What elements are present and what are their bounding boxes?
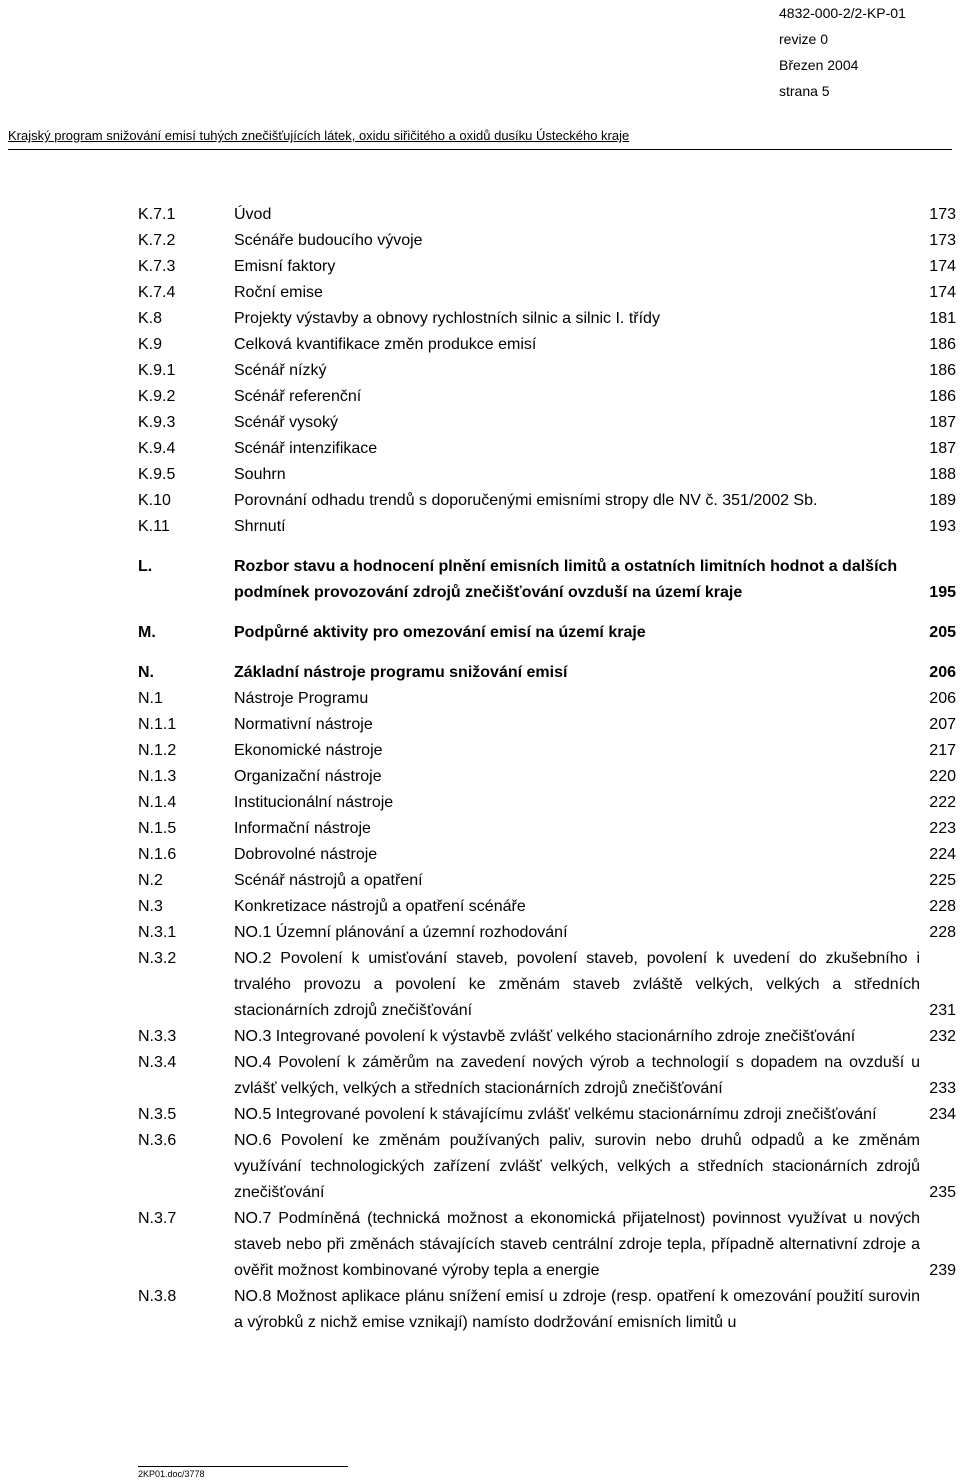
toc-entry-page: 223 (929, 820, 956, 837)
toc-entry-page: 174 (929, 258, 956, 275)
toc-entry[interactable] (138, 254, 960, 280)
toc-entry-page: 187 (929, 414, 956, 431)
toc-entry-page: 228 (929, 898, 956, 915)
toc-entry-page: 189 (929, 492, 956, 509)
toc-entry-page: 225 (929, 872, 956, 889)
toc-entry[interactable] (138, 946, 960, 1024)
toc-entry[interactable] (138, 306, 960, 332)
toc-entry-page: 173 (929, 232, 956, 249)
toc-entry-number: K.9.5 (138, 466, 176, 483)
toc-entry-title: NO.5 Integrované povolení k stávajícímu zvlášť velkému stacionárnímu zdroji znečišťování (234, 1106, 877, 1123)
toc-entry-number: K.9.2 (138, 388, 176, 405)
toc-entry[interactable] (138, 358, 960, 384)
header-divider (8, 149, 952, 150)
toc-entry-page: 205 (929, 624, 956, 641)
toc-entry-number: N.3.2 (138, 950, 177, 967)
toc-entry-title: Scénář referenční (234, 388, 362, 405)
toc-entry[interactable] (138, 1050, 960, 1102)
toc-entry[interactable] (138, 436, 960, 462)
toc-entry[interactable] (138, 410, 960, 436)
doc-number: 4832-000-2/2-KP-01 (779, 5, 906, 21)
toc-entry-title: Scénář nízký (234, 362, 327, 379)
toc-entry-title: Organizační nástroje (234, 768, 382, 785)
toc-entry-title: NO.4 Povolení k záměrům na zavedení nových výrob a technologií s dopadem na ovzduší u zvlášť velkých, velkých a středních stacionárních zdrojů znečišťování (234, 1054, 920, 1097)
toc-entry[interactable] (138, 894, 960, 920)
toc-entry-number: N.1 (138, 690, 163, 707)
toc-entry-page: 193 (929, 518, 956, 535)
toc-entry[interactable] (138, 816, 960, 842)
toc-entry-page: 233 (929, 1080, 956, 1097)
page-number: strana 5 (779, 83, 830, 99)
toc-entry-title: Shrnutí (234, 518, 286, 535)
toc-entry-title: Institucionální nástroje (234, 794, 394, 811)
toc-entry-title: Dobrovolné nástroje (234, 846, 378, 863)
toc-entry-number: N.3.8 (138, 1288, 177, 1305)
toc-entry[interactable] (138, 202, 960, 228)
toc-entry-number: N.1.4 (138, 794, 177, 811)
toc-entry[interactable] (138, 1024, 960, 1050)
toc-entry-number: K.10 (138, 492, 171, 509)
footer-filename: 2KP01.doc/3778 (138, 1469, 205, 1479)
toc-entry-title: Porovnání odhadu trendů s doporučenými emisními stropy dle NV č. 351/2002 Sb. (234, 492, 818, 509)
toc-entry-title: Scénáře budoucího vývoje (234, 232, 423, 249)
toc-entry[interactable] (138, 554, 960, 606)
toc-entry-title: NO.7 Podmíněná (technická možnost a ekonomická přijatelnost) povinnost využívat u nových staveb nebo při změnách stávajících staveb centrální zdroje tepla, případně alternativní zdroje a ověřit možnost kombinované výroby tepla a energie (234, 1210, 920, 1279)
toc-entry-page: 217 (929, 742, 956, 759)
document-title: Krajský program snižování emisí tuhých znečišťujících látek, oxidu siřičitého a oxidů dusíku Ústeckého kraje (8, 128, 630, 143)
toc-entry-page: 186 (929, 388, 956, 405)
toc-entry-number: K.9.3 (138, 414, 176, 431)
toc-entry-title: Normativní nástroje (234, 716, 373, 733)
toc-entry-title: Ekonomické nástroje (234, 742, 383, 759)
toc-entry-page: 239 (929, 1262, 956, 1279)
toc-entry-title: Scénář nástrojů a opatření (234, 872, 423, 889)
toc-entry-number: N. (138, 664, 154, 681)
toc-entry-title: Roční emise (234, 284, 323, 301)
toc-entry-page: 186 (929, 336, 956, 353)
toc-entry-page: 195 (929, 584, 956, 601)
toc-entry-title: Základní nástroje programu snižování emisí (234, 664, 568, 681)
toc-entry-number: K.9 (138, 336, 163, 353)
toc-entry-number: N.3.5 (138, 1106, 177, 1123)
toc-entry[interactable] (138, 842, 960, 868)
toc-entry-number: N.3.4 (138, 1054, 177, 1071)
toc-entry-title: NO.8 Možnost aplikace plánu snížení emisí u zdroje (resp. opatření k omezování použití surovin a výrobků z nichž emise vznikají) namísto dodržování emisních limitů u (234, 1288, 920, 1331)
toc-entry[interactable] (138, 686, 960, 712)
toc-entry-page: 231 (929, 1002, 956, 1019)
toc-entry-page: 188 (929, 466, 956, 483)
toc-entry-number: L. (138, 558, 153, 575)
toc-entry-title: Podpůrné aktivity pro omezování emisí na území kraje (234, 624, 646, 641)
toc-entry-number: N.3.3 (138, 1028, 177, 1045)
toc-entry-title: NO.3 Integrované povolení k výstavbě zvlášť velkého stacionárního zdroje znečišťování (234, 1028, 856, 1045)
toc-entry-page: 222 (929, 794, 956, 811)
toc-entry-number: N.3.6 (138, 1132, 177, 1149)
toc-entry-page: 174 (929, 284, 956, 301)
toc-entry-page: 181 (929, 310, 956, 327)
toc-entry[interactable] (138, 228, 960, 254)
toc-entry-number: N.3 (138, 898, 163, 915)
toc-entry[interactable] (138, 462, 960, 488)
toc-entry-title: NO.6 Povolení ke změnám používaných paliv, surovin nebo druhů odpadů a ke změnám využívání technologických zařízení zvlášť velkých, velkých a středních stacionárních zdrojů znečišťování (234, 1132, 920, 1201)
toc-entry[interactable] (138, 514, 960, 540)
toc-entry[interactable] (138, 920, 960, 946)
toc-entry-number: K.9.4 (138, 440, 176, 457)
toc-entry-page: 228 (929, 924, 956, 941)
toc-entry-title: Scénář vysoký (234, 414, 339, 431)
toc-entry[interactable] (138, 1206, 960, 1284)
toc-entry-number: N.2 (138, 872, 163, 889)
toc-entry-title: Rozbor stavu a hodnocení plnění emisních limitů a ostatních limitních hodnot a dalších podmínek provozování zdrojů znečišťování ovzduší na území kraje (234, 558, 898, 601)
toc-entry[interactable] (138, 660, 960, 686)
toc-entry-page: 224 (929, 846, 956, 863)
toc-entry-page: 173 (929, 206, 956, 223)
toc-entry-page: 206 (929, 690, 956, 707)
toc-entry-page: 235 (929, 1184, 956, 1201)
toc-entry[interactable] (138, 280, 960, 306)
toc-entry-number: N.1.6 (138, 846, 177, 863)
toc-entry-title: Celková kvantifikace změn produkce emisí (234, 336, 537, 353)
toc-entry[interactable] (138, 868, 960, 894)
toc-entry-page: 220 (929, 768, 956, 785)
toc-entry-page: 207 (929, 716, 956, 733)
toc-entry-number: N.3.1 (138, 924, 177, 941)
toc-entry-title: Emisní faktory (234, 258, 336, 275)
toc-entry[interactable] (138, 738, 960, 764)
toc-entry-number: K.7.1 (138, 206, 176, 223)
table-of-contents (138, 202, 960, 1336)
toc-entry-title: NO.2 Povolení k umisťování staveb, povolení staveb, povolení k uvedení do zkušebního i trvalého provozu a povolení ke změnám staveb zvláště velkých, velkých a středních stacionárních zdrojů znečišťování (234, 950, 920, 1019)
toc-entry[interactable] (138, 764, 960, 790)
toc-entry[interactable] (138, 1284, 960, 1336)
toc-entry-page: 234 (929, 1106, 956, 1123)
toc-entry[interactable] (138, 332, 960, 358)
toc-entry[interactable] (138, 620, 960, 646)
toc-entry-page: 232 (929, 1028, 956, 1045)
toc-entry-number: K.7.3 (138, 258, 176, 275)
toc-entry-number: K.7.2 (138, 232, 176, 249)
toc-entry[interactable] (138, 1128, 960, 1206)
date: Březen 2004 (779, 57, 859, 73)
toc-entry-title: Souhrn (234, 466, 286, 483)
toc-entry-page: 187 (929, 440, 956, 457)
toc-entry[interactable] (138, 790, 960, 816)
footer-divider (138, 1466, 348, 1467)
toc-entry-title: Projekty výstavby a obnovy rychlostních silnic a silnic I. třídy (234, 310, 660, 327)
toc-entry-title: NO.1 Územní plánování a územní rozhodování (234, 924, 568, 941)
toc-entry-number: N.3.7 (138, 1210, 177, 1227)
toc-entry-number: N.1.3 (138, 768, 177, 785)
toc-entry-title: Scénář intenzifikace (234, 440, 378, 457)
toc-entry-page: 206 (929, 664, 956, 681)
toc-entry-number: K.8 (138, 310, 163, 327)
toc-entry[interactable] (138, 488, 960, 514)
toc-entry-number: N.1.1 (138, 716, 177, 733)
toc-entry-number: N.1.5 (138, 820, 177, 837)
revision: revize 0 (779, 31, 829, 47)
toc-entry-title: Úvod (234, 206, 272, 223)
toc-entry[interactable] (138, 1102, 960, 1128)
toc-entry-number: N.1.2 (138, 742, 177, 759)
toc-entry-title: Konkretizace nástrojů a opatření scénáře (234, 898, 526, 915)
toc-entry-number: K.7.4 (138, 284, 176, 301)
toc-entry[interactable] (138, 712, 960, 738)
toc-entry-number: M. (138, 624, 156, 641)
toc-entry-page: 186 (929, 362, 956, 379)
toc-entry-number: K.9.1 (138, 362, 176, 379)
header-meta (779, 0, 906, 104)
toc-entry-title: Nástroje Programu (234, 690, 369, 707)
toc-entry[interactable] (138, 384, 960, 410)
toc-entry-number: K.11 (138, 518, 170, 535)
toc-entry-title: Informační nástroje (234, 820, 371, 837)
